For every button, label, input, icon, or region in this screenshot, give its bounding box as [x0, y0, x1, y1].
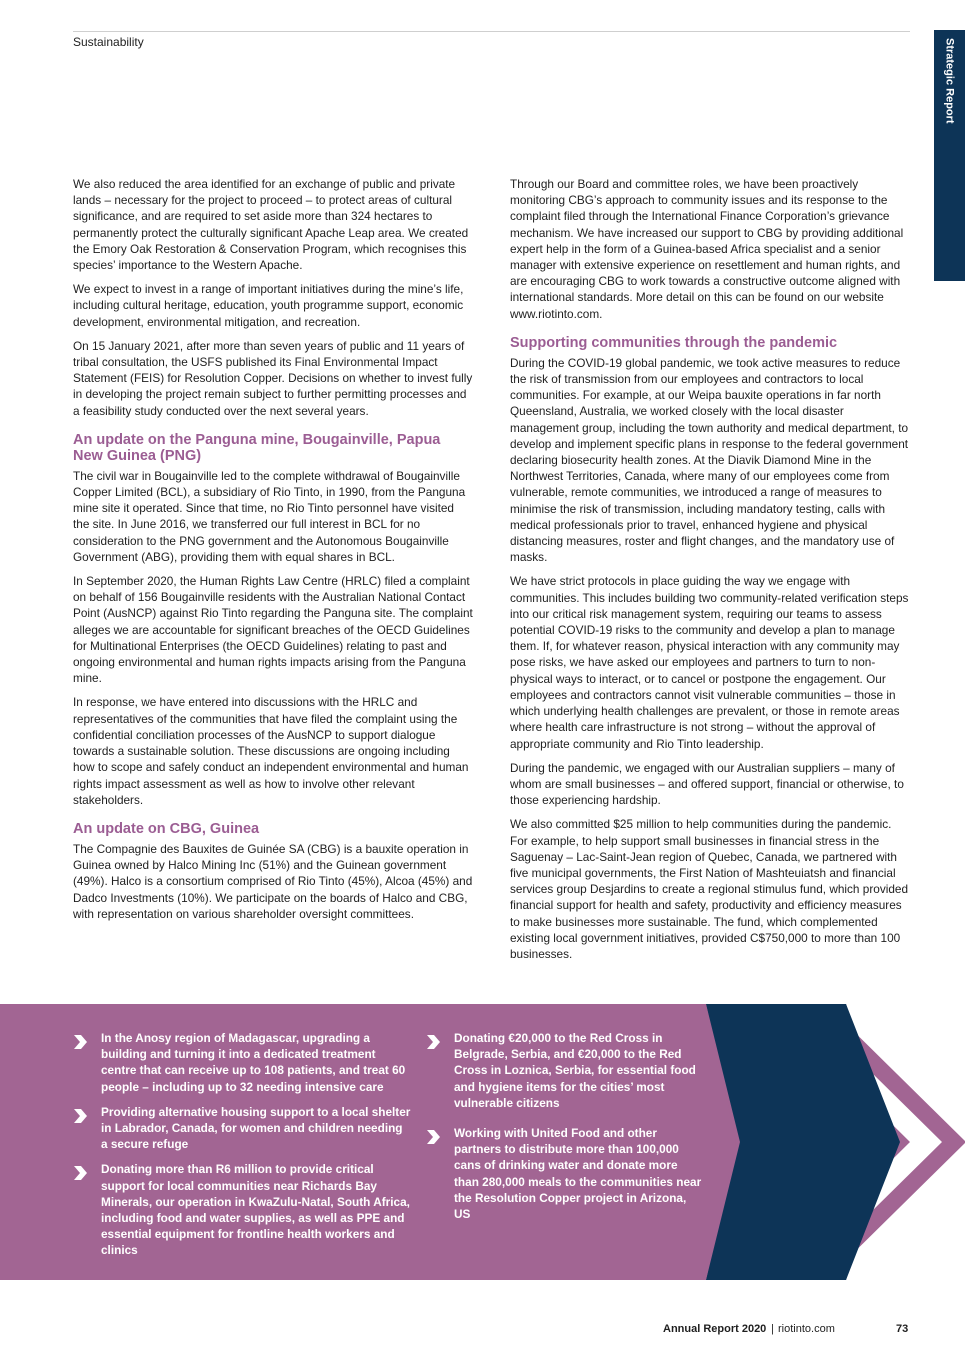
footer-report-title: Annual Report 2020 [663, 1323, 767, 1335]
chevron-right-icon [425, 1129, 441, 1145]
chevron-right-icon [72, 1108, 88, 1124]
paragraph: Through our Board and committee roles, we have been proactively monitoring CBG’s approach to community issues and its response to the complaint filed through the International Finance Corporation’s grievance mechanism. We have increased our support to CBG by providing additional expert help in the form of a Guinea-based Africa specialist and a senior manager with extensive experience on resettlement and human rights, and are encouraging CBG to work towards a constructive outcome aligned with international standards. More detail on this can be found on our website www.riotinto.com. [510, 177, 904, 321]
paragraph: The Compagnie des Bauxites de Guinée SA (CBG) is a bauxite operation in Guinea owned by Halco Mining Inc (51%) and the Guinean government (49%). Halco is a consortium comprised of Rio Tinto (45%), Alcoa (45%) and Dadco Investments (10%). We participate on the boards of Halco and CBG, with representation on various shareholder oversight committees. [73, 841, 473, 921]
list-item [101, 1161, 411, 1258]
list-item-text: Donating €20,000 to the Red Cross in Belgrade, Serbia, and €20,000 to the Red Cross in Loznica, Serbia, for essential food and hygiene items for the cities’ most vulnerable citizens [454, 1031, 696, 1110]
side-tab-label: Strategic Report [943, 38, 956, 124]
paragraph: We also committed $25 million to help communities during the pandemic. For example, to help support small businesses in financial stress in the Saguenay – Lac-Saint-Jean region of Quebec, Canada, we partnered with five municipal governments, the First Nation of Mashteuiatsh and financial services group Desjardins to create a regional stimulus fund, which provided financial support for health and safety, productivity and efficiency measures to make businesses more sustainable. The fund, which complemented existing local government initiatives, provided C$750,000 to more than 100 businesses. [510, 817, 909, 961]
side-tab-strategic-report[interactable] [934, 30, 965, 281]
paragraph: During the pandemic, we engaged with our Australian suppliers – many of whom are small businesses – and offered support, financial or otherwise, to those experiencing hardship. [510, 760, 904, 808]
heading-cbg: An update on CBG, Guinea [73, 820, 260, 837]
left-column [73, 176, 473, 930]
chevron-right-icon [72, 1165, 88, 1181]
list-item [454, 1030, 704, 1111]
chevron-right-icon [425, 1034, 441, 1050]
paragraph: We have strict protocols in place guiding the way we engage with communities. This includes building two community-related verification steps into our critical risk management system, requiring our teams to assess potential COVID-19 risks to the community and develop a plan to manage them. If, for whatever reason, physical interaction with any community may pose risks, we have asked our employees and partners to turn to non-physical ways to interact, or to cancel or postpone the engagement. Our employees and contractors cannot visit vulnerable communities – those in which underlying health challenges are prevalent, or those in remote areas where health care infrastructure is not strong – without the approval of appropriate community and Rio Tinto leadership. [510, 574, 909, 751]
heading-pandemic: Supporting communities through the pandemic [510, 334, 838, 351]
list-item-text: Providing alternative housing support to a local shelter in Labrador, Canada, for women and children needing a secure refuge [101, 1104, 411, 1152]
right-column [510, 176, 910, 970]
header-rule [73, 31, 910, 32]
page-number: 73 [896, 1323, 909, 1335]
bullet-list-right [454, 1030, 704, 1236]
paragraph: In response, we have entered into discussions with the HRLC and representatives of the communities that have filed the complaint using the confidential conciliation processes of the AusNCP to support dialogue towards a sustainable solution. These discussions are ongoing including how to scope and safely conduct an independent environmental and human rights impact assessment as well as how to involve other relevant stakeholders. [73, 695, 469, 807]
section-label: Sustainability [73, 35, 144, 49]
paragraph: We expect to invest in a range of important initiatives during the mine’s life, including cultural heritage, education, youth programme support, economic development, environmental mitigation, and recreation. [73, 282, 464, 329]
paragraph: On 15 January 2021, after more than seven years of public and 11 years of tribal consultation, the USFS published its Final Environmental Impact Statement (FEIS) for Resolution Copper. Decisions on whether to invest fully in developing the project remain subject to further permitting processes and a feasibility study conducted over the next several years. [73, 338, 473, 418]
bullet-list-left [101, 1030, 411, 1268]
chevron-right-icon [72, 1034, 88, 1050]
list-item [101, 1030, 411, 1095]
paragraph: In September 2020, the Human Rights Law Centre (HRLC) filed a complaint on behalf of 156 Bougainville residents with the Australian National Contact Point (AusNCP) against Rio Tinto regarding the Panguna site. The complaint alleges we are accountable for significant breaches of the OECD Guidelines for Multinational Enterprises (the OECD Guidelines) relating to past and ongoing environmental and human rights impacts arising from the Panguna mine. [73, 574, 473, 686]
list-item [101, 1104, 411, 1153]
footer-website-link[interactable]: riotinto.com [778, 1323, 835, 1335]
paragraph: During the COVID-19 global pandemic, we took active measures to reduce the risk of transmission from our employees and contractors to local communities. For example, at our Weipa bauxite operations in far north Queensland, Australia, we worked closely with the local disaster management group, including the town authority and medical department, to develop and implement specific plans in response to the federal government declaring biosecurity health zones. At the Diavik Diamond Mine in the Northwest Territories, Canada, where many of our employees come from vulnerable, remote communities, we introduced a range of measures to minimise the risk of transmission, including mandatory testing, calls with medical professionals prior to travel, enhanced hygiene and physical distancing measures, roster and flight changes, and the mandatory use of masks. [510, 355, 909, 565]
paragraph: We also reduced the area identified for an exchange of public and private lands – necessary for the project to proceed – to protect areas of cultural significance, and are required to set aside more than 324 hectares to permanently protect the culturally significant Apache Leap area. We created the Emory Oak Restoration & Conservation Program, which recognises this species’ importance to the Western Apache. [73, 177, 469, 273]
list-item-text: Working with United Food and other partners to distribute more than 100,000 cans of drinking water and donate more than 280,000 meals to the communities near the Resolution Copper project in Arizona, US [454, 1126, 702, 1222]
list-item [454, 1125, 704, 1222]
list-item-text: In the Anosy region of Madagascar, upgrading a building and turning it into a dedicated treatment centre that can receive up to 108 patients, and treat 60 people – including up to 32 needing intensive care [101, 1031, 406, 1094]
paragraph: The civil war in Bougainville led to the complete withdrawal of Bougainville Copper Limited (BCL), a subsidiary of Rio Tinto, in 1990, from the Panguna mine site it operated. Since that time, no Rio Tinto personnel have visited the site. In June 2016, we transferred our full interest in BCL for no consideration to the PNG government and the Autonomous Bougainville Government (ABG), providing them with equal shares in BCL. [73, 468, 466, 564]
list-item-text: Donating more than R6 million to provide critical support for local communities near Richards Bay Minerals, our operation in KwaZulu-Natal, South Africa, including food and water supplies, as well as PPE and essential equipment for frontline health workers and clinics [101, 1162, 410, 1258]
footer-separator: | [771, 1323, 774, 1335]
heading-panguna: An update on the Panguna mine, Bougainville, Papua New Guinea (PNG) [73, 431, 441, 464]
